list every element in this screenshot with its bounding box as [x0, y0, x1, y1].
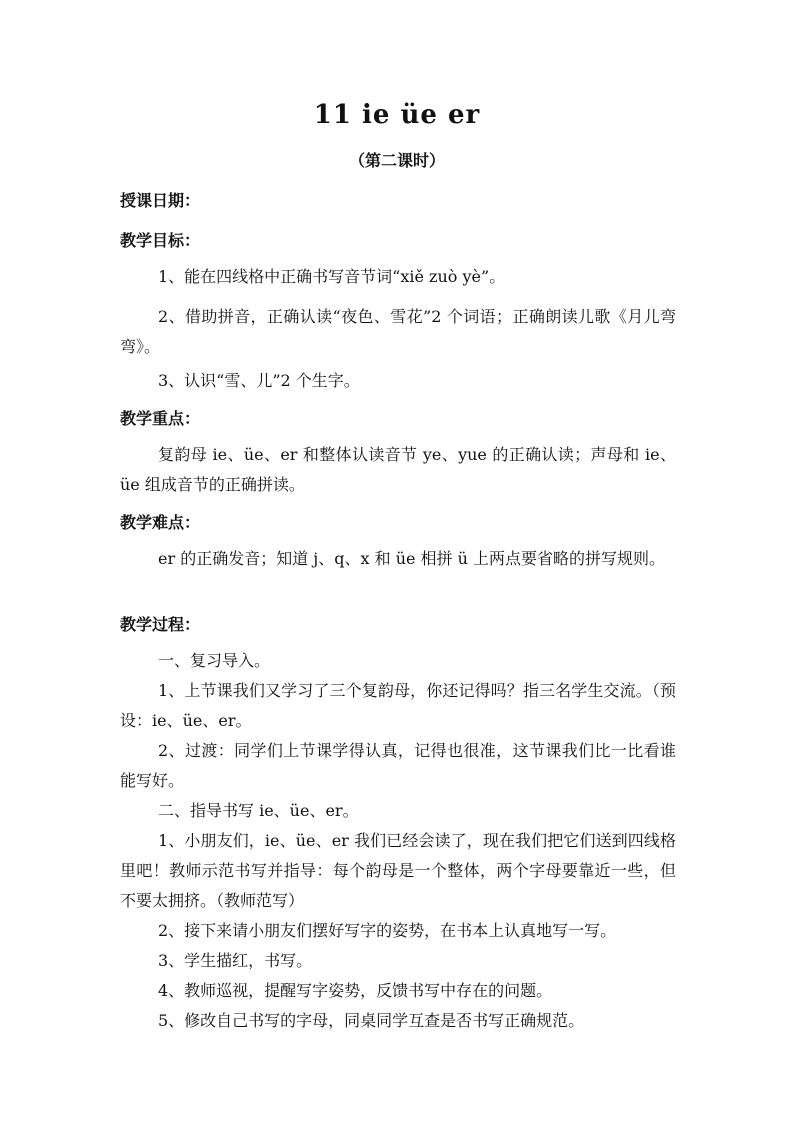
goal-item: 2、借助拼音，正确认读“夜色、雪花”2 个词语；正确朗读儿歌《月儿弯弯》。 [120, 307, 676, 356]
process-item: 1、小朋友们，ie、üe、er 我们已经会读了，现在我们把它们送到四线格里吧！教师示范书写并指导：每个韵母是一个整体，两个字母要靠近一些，但不要太拥挤。（教师范写） [120, 831, 676, 910]
key-heading: 教学重点： [120, 409, 201, 428]
process-heading: 教学过程： [120, 615, 201, 634]
process-item: 4、教师巡视，提醒写字姿势，反馈书写中存在的问题。 [158, 981, 553, 1000]
difficulty-text: er 的正确发音；知道 j、q、x 和 üe 相拼 ü 上两点要省略的拼写规则。 [158, 549, 666, 568]
date-label: 授课日期： [120, 191, 201, 210]
goal-item: 3、认识“雪、儿”2 个生字。 [158, 371, 360, 390]
process-item: 1、上节课我们又学习了三个复韵母，你还记得吗？指三名学生交流。（预设：ie、üe、er。 [120, 681, 676, 730]
process-item: 2、接下来请小朋友们摆好写字的姿势，在书本上认真地写一写。 [158, 921, 617, 940]
goal-item: 1、能在四线格中正确书写音节词“xiě zuò yè”。 [158, 267, 506, 286]
process-item: 二、指导书写 ie、üe、er。 [158, 801, 359, 820]
goals-heading: 教学目标： [120, 231, 201, 250]
process-item: 2、过渡：同学们上节课学得认真，记得也很准，这节课我们比一比看谁能写好。 [120, 741, 676, 790]
process-item: 一、复习导入。 [158, 651, 271, 670]
lesson-title: 11 ie üe er [313, 100, 481, 130]
lesson-subtitle: （第二课时） [348, 151, 445, 170]
difficulty-heading: 教学难点： [120, 513, 201, 532]
key-text: 复韵母 ie、üe、er 和整体认读音节 ye、yue 的正确认读；声母和 ie、üe 组成音节的正确拼读。 [120, 445, 676, 494]
process-item: 3、学生描红，书写。 [158, 951, 313, 970]
process-item: 5、修改自己书写的字母，同桌同学互查是否书写正确规范。 [158, 1011, 585, 1030]
